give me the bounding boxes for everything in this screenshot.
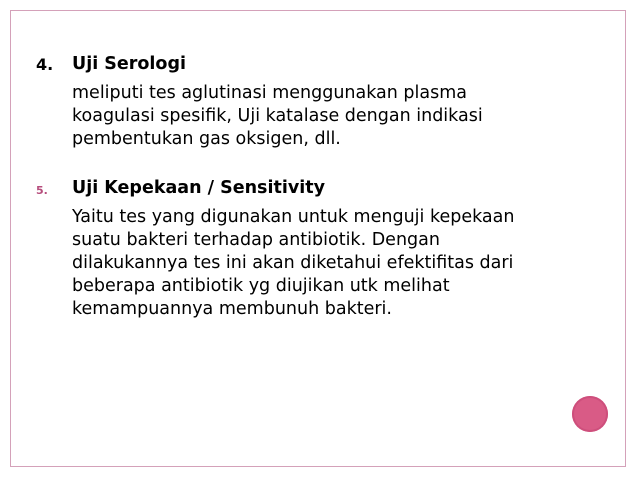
body-line: Yaitu tes yang digunakan untuk menguji kepekaan	[72, 207, 515, 227]
item-body	[72, 206, 616, 321]
list-marker: 5.	[36, 184, 48, 197]
list-marker: 4.	[36, 55, 54, 74]
item-title: Uji Kepekaan / Sensitivity	[72, 178, 325, 198]
slide-content	[36, 53, 616, 321]
body-line: suatu bakteri terhadap antibiotik. Dengan	[72, 230, 440, 250]
body-line: beberapa antibiotik yg diujikan utk melihat	[72, 276, 450, 296]
item-title: Uji Serologi	[72, 54, 186, 74]
body-line: kemampuannya membunuh bakteri.	[72, 299, 392, 319]
decorative-circle	[572, 396, 608, 432]
list-item-kepekaan	[36, 177, 616, 321]
body-line: pembentukan gas oksigen, dll.	[72, 129, 341, 149]
body-line: koagulasi spesifik, Uji katalase dengan indikasi	[72, 106, 483, 126]
list-item-serologi	[36, 53, 616, 151]
item-body	[72, 82, 616, 151]
body-line: dilakukannya tes ini akan diketahui efektifitas dari	[72, 253, 514, 273]
body-line: meliputi tes aglutinasi menggunakan plasma	[72, 83, 468, 103]
